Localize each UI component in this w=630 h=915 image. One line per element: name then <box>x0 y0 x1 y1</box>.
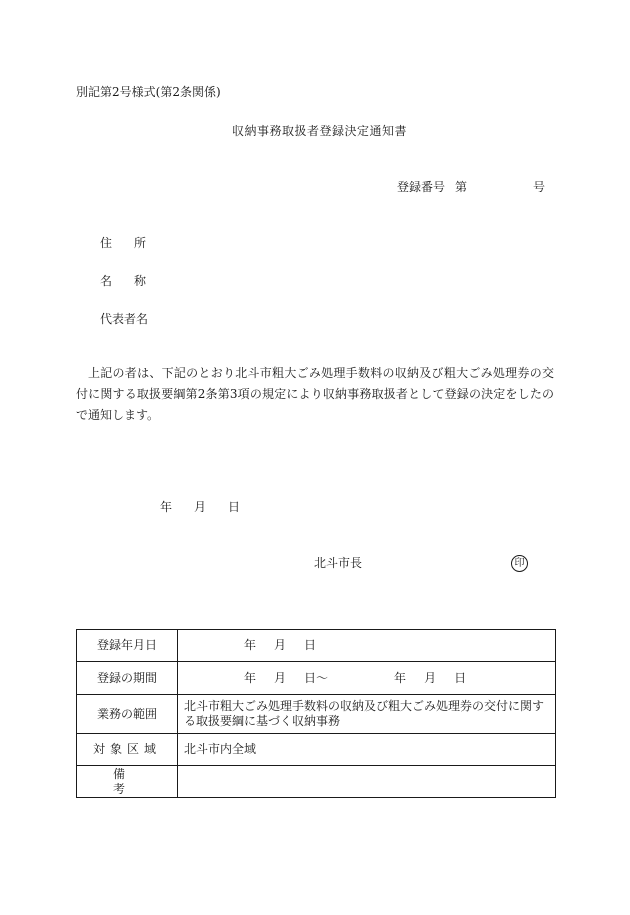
table-row <box>77 630 556 662</box>
registration-number-line <box>397 180 545 194</box>
table-row <box>77 766 556 798</box>
scope-label: 業務の範囲 <box>77 695 178 734</box>
table-row <box>77 662 556 695</box>
address-label: 住所 <box>100 236 169 250</box>
table-row <box>77 695 556 734</box>
seal-mark: 印 <box>511 555 528 572</box>
scope-value: 北斗市粗大ごみ処理手数料の収納及び粗大ごみ処理券の交付に関する取扱要綱に基づく収納事務 <box>178 695 556 734</box>
notice-date-year: 年 <box>160 500 173 514</box>
period-value <box>178 662 556 695</box>
notice-date-month: 月 <box>194 500 207 514</box>
reg-date-day: 日 <box>304 638 317 652</box>
issuer-name: 北斗市長 <box>314 556 363 570</box>
reg-date-month: 月 <box>274 638 287 652</box>
period-from-year: 年 <box>244 670 257 685</box>
reg-date-value <box>178 630 556 662</box>
document-title: 収納事務取扱者登録決定通知書 <box>232 124 408 138</box>
notice-date-day: 日 <box>228 500 241 514</box>
period-to-day: 日 <box>454 670 467 685</box>
registration-details-table <box>76 629 556 798</box>
period-from-month: 月 <box>274 670 287 685</box>
period-label: 登録の期間 <box>77 662 178 695</box>
area-label: 対象区域 <box>77 734 178 766</box>
registration-number-prefix: 第 <box>455 180 468 194</box>
representative-label: 代表者名 <box>100 312 149 326</box>
registration-number-label: 登録番号 <box>397 180 446 194</box>
reg-date-label: 登録年月日 <box>77 630 178 662</box>
period-to-year: 年 <box>394 670 407 685</box>
remarks-value <box>178 766 556 798</box>
notice-date <box>160 500 240 514</box>
table-row <box>77 734 556 766</box>
notice-body-text: 上記の者は、下記のとおり北斗市粗大ごみ処理手数料の収納及び粗大ごみ処理券の交付に関する取扱要綱第2条第3項の規定により収納事務取扱者として登録の決定をしたので通知します。 <box>76 366 554 422</box>
reg-date-year: 年 <box>244 638 257 652</box>
period-from-day: 日〜 <box>304 670 329 685</box>
name-label: 名称 <box>100 274 169 288</box>
registration-number-suffix: 号 <box>533 180 546 194</box>
form-identifier: 別記第2号様式(第2条関係) <box>76 85 221 99</box>
remarks-label: 備考 <box>77 766 178 798</box>
area-value: 北斗市内全域 <box>178 734 556 766</box>
period-to-month: 月 <box>424 670 437 685</box>
